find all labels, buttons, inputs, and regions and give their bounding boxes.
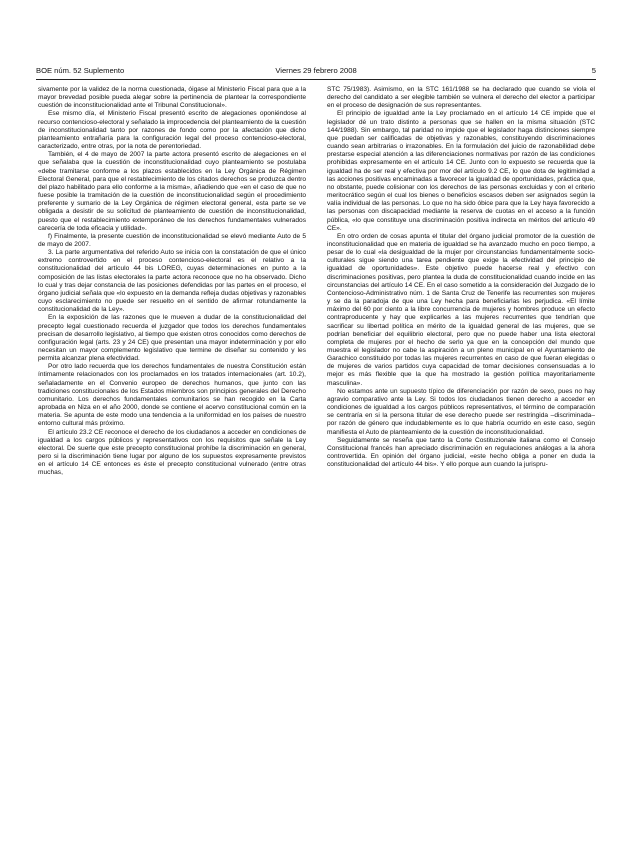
paragraph: Seguidamente se reseña que tanto la Corte Costituzionale italiana como el Consejo Constitucional francés han apreciado discriminación en regulaciones análogas a la ahora controvertida. En opinión del órgano judicial, «este hecho obliga a poner en duda la constitucionalidad del artículo 44 bis». Y ello porque aun cuando la jurispru- — [327, 436, 595, 469]
header-publication: BOE núm. 52 Suplemento — [36, 66, 125, 75]
header-page-number: 5 — [591, 66, 596, 75]
header-rule — [36, 79, 596, 80]
paragraph: En otro orden de cosas apunta el titular del órgano judicial promotor de la cuestión de inconstitucionalidad que en materia de igualdad se ha avanzado mucho en poco tiempo, a pesar de lo cual «la desigualdad de la mujer por circunstancias fundamentalmente socio-culturales sigue siendo una tarea pendiente que exige la efectividad del principio de igualdad de oportunidades». Este objetivo puede hacerse real y efectivo con discriminaciones positivas, pero plantea la duda de constitucionalidad cuando incide en las circunstancias del artículo 14 CE. En el caso sometido a la consideración del Juzgado de lo Contencioso-Administrativo núm. 1 de Santa Cruz de Tenerife las recurrentes son mujeres y se da la paradoja de que una Ley hecha para beneficiarlas les perjudica. «El límite máximo del 60 por ciento a la libre concurrencia de mujeres y hombres produce un efecto contraproducente y hay que explicarles a las mujeres recurrentes que tendrían que sacrificar su libertad política en mérito de la igualdad general de las mujeres, que se podrían beneficiar del equilibrio electoral, pero que no puede haber una lista electoral completa de mujeres por el hecho de serlo ya que en la concepción del mundo que muestra el legislador no cabe la aspiración a un pleno municipal en el Ayuntamiento de Garachico constituido por todas las mujeres recurrentes en caso de que fueran elegidas o de mujeres de varios partidos cuya capacidad de tomar decisiones consensuadas a lo mejor es más flexible que la que ha mostrado la gestión política mayoritariamente masculina». — [327, 232, 595, 387]
paragraph: El principio de igualdad ante la Ley proclamado en el artículo 14 CE impide que el legislador dé un trato distinto a personas que se hallen en la misma situación (STC 144/1988). Sin embargo, tal paridad no impide que el legislador haga distinciones siempre que puedan ser calificadas de objetivas y razonables, constituyendo discriminaciones cuando sean arbitrarias o irrazonables. En la formulación del juicio de razonabilidad debe prestarse especial atención a las diferenciaciones normativas por razón de las condiciones prohibidas expresamente en el artículo 14 CE. Junto con lo expuesto se recuerda que la igualdad ha de ser real y efectiva por mor del artículo 9.2 CE, lo que dota de legitimidad a las acciones positivas encaminadas a favorecer la igualdad de oportunidades, práctica que, no obstante, puede colisionar con los derechos de las personas excluidas y con el criterio meritocrático según el cual los bienes o beneficios escasos deben ser asignados según la valía individual de las personas. Lo que no ha sido óbice para que la Ley haya favorecido a las personas con discapacidad mediante la reserva de cuotas en el acceso a la función pública, «lo que constituye una discriminación positiva indirecta en méritos del artículo 49 CE». — [327, 110, 595, 232]
paragraph: 3. La parte argumentativa del referido Auto se inicia con la constatación de que el único extremo controvertido en el proceso contencioso-electoral es el relativo a la constitucionalidad del artículo 44 bis LOREG, cuyas determinaciones en punto a la composición de las listas electorales la parte actora reconoce que no ha observado. Dicho lo cual y tras dejar constancia de las posiciones defendidas por las partes en el proceso, el órgano judicial señala que «lo expuesto en la demanda refleja dudas objetivas y razonables cuyo esclarecimiento no puede ser resuelto en el sentido de afirmar rotundamente la constitucionalidad de la Ley». — [38, 249, 306, 314]
paragraph: También, el 4 de mayo de 2007 la parte actora presentó escrito de alegaciones en el que señalaba que la cuestión de inconstitucionalidad cuyo planteamiento se postulaba «debe tramitarse conforme a los plazos establecidos en la Ley Orgánica de Régimen Electoral General, para que el restablecimiento de los citados derechos se produzca dentro del plazo habilitado para ello conforme a la misma», añadiendo que «en el caso de que no fuese posible la tramitación de la cuestión de inconstitucionalidad según el procedimiento preferente y sumario de la Ley Orgánica de régimen electoral general, esta parte se ve obligada a desistir de su solicitud de planteamiento de cuestión de inconstitucionalidad, puesto que el restablecimiento extemporáneo de los derechos fundamentales vulnerados carecería de toda eficacia y utilidad». — [38, 151, 306, 232]
paragraph: Por otro lado recuerda que los derechos fundamentales de nuestra Constitución están íntimamente relacionados con los proclamados en los tratados internacionales (art. 10.2), señaladamente en el Convenio europeo de derechos humanos, que junto con las tradiciones constitucionales de los Estados miembros son principios generales del Derecho comunitario. Los derechos fundamentales comunitarios se han recogido en la Carta aprobada en Niza en el año 2000, donde se contiene el acervo constitucional común en la materia. Se apunta de este modo una tendencia a la uniformidad en los países de nuestro entorno cultural más próximo. — [38, 363, 306, 428]
paragraph: No estamos ante un supuesto típico de diferenciación por razón de sexo, pues no hay agravio comparativo ante la Ley. Si todos los ciudadanos tienen derecho a acceder en condiciones de igualdad a los cargos públicos representativos, el término de comparación se centraría en si la persona titular de ese derecho puede ser restringida –discriminada– por razón de género que indudablemente es lo que habría ocurrido en este caso, según manifiesta el Auto de planteamiento de la cuestión de inconstitucionalidad. — [327, 387, 595, 436]
paragraph: El artículo 23.2 CE reconoce el derecho de los ciudadanos a acceder en condiciones de igualdad a los cargos públicos y representativos con los requisitos que señale la Ley electoral. De suerte que este precepto constitucional prohíbe la discriminación en general, pero si la discriminación tiene lugar por alguno de los supuestos expresamente previstos en el artículo 14 CE entonces es éste el precepto constitucional vulnerado (entre otras muchas, — [38, 428, 306, 477]
paragraph: STC 75/1983). Asimismo, en la STC 161/1988 se ha declarado que cuando se viola el derecho del candidato a ser elegible también se vulnera el derecho del elector a participar en el proceso de designación de sus representantes. — [327, 86, 595, 110]
page-header — [36, 65, 596, 77]
paragraph: En la exposición de las razones que le mueven a dudar de la constitucionalidad del precepto legal cuestionado recuerda el juzgador que todos los derechos fundamentales precisan de desarrollo legislativo, al tiempo que existen otros conocidos como derechos de configuración legal (arts. 23 y 24 CE) que presentan una mayor indeterminación y por ello necesitan un mayor complemento legislativo que termine de diseñar su contenido y les permita alcanzar plena efectividad. — [38, 314, 306, 363]
right-column — [327, 86, 595, 828]
header-date: Viernes 29 febrero 2008 — [275, 66, 357, 75]
paragraph: Ese mismo día, el Ministerio Fiscal presentó escrito de alegaciones oponiéndose al recurso contencioso-electoral y señalado la improcedencia del planteamiento de la cuestión de inconstitucionalidad tanto por razones de fondo como por la afectación que dicho planteamiento entrañaría para la configuración legal del proceso contencioso-electoral, caracterizado, entre otras, por la nota de perentoriedad. — [38, 110, 306, 151]
paragraph: f) Finalmente, la presente cuestión de inconstitucionalidad se elevó mediante Auto de 5 de mayo de 2007. — [38, 232, 306, 248]
paragraph: sivamente por la validez de la norma cuestionada, óigase al Ministerio Fiscal para que a la mayor brevedad posible pueda alegar sobre la pertinencia de plantear la correspondiente cuestión de inconstitucionalidad ante el Tribunal Constitucional». — [38, 86, 306, 110]
left-column — [38, 86, 306, 828]
